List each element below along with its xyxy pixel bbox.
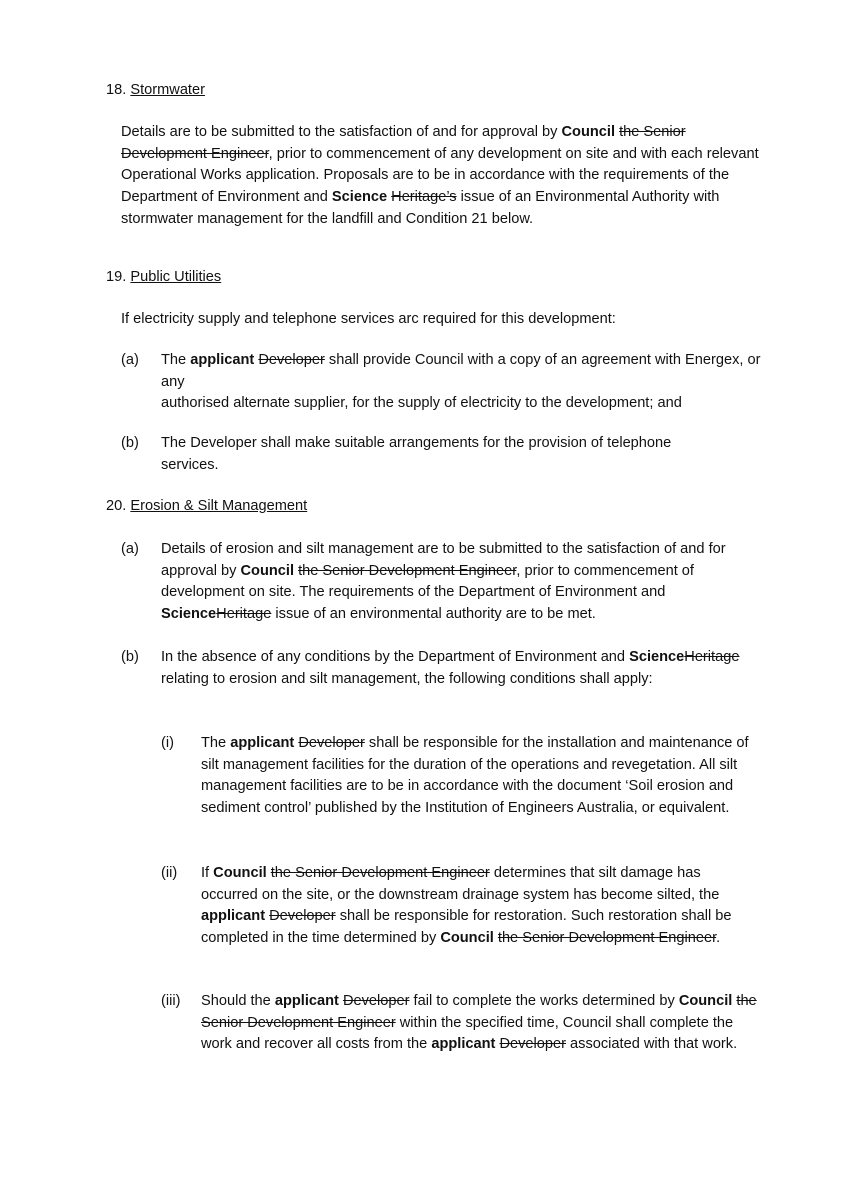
text-run: , prior to commencement of development on site. The requirements of the Department of Environment and xyxy=(161,562,694,601)
item-line xyxy=(161,433,721,476)
bold-text: Science xyxy=(629,649,685,665)
section-title: Public Utilities xyxy=(130,269,222,285)
text-run: issue of an Environmental Authority with stormwater management for the landfill and Condition 21 below. xyxy=(121,189,720,227)
section-20-heading xyxy=(106,496,307,518)
struck-text: the Senior Development Engineer xyxy=(298,562,517,579)
text-run: determines that silt damage has occurred on the site, or the downstream drainage system has become silted, the xyxy=(201,865,720,903)
text-run: shall provide Council with a copy of an agreement with Energex, or any xyxy=(161,352,761,390)
list-item-text xyxy=(161,350,761,415)
text-run: The xyxy=(161,352,191,368)
section-19-intro: If electricity supply and telephone services arc required for this development: xyxy=(121,311,616,327)
text-run: The xyxy=(201,735,231,751)
subitem-label: (ii) xyxy=(161,865,178,881)
bold-text: Council xyxy=(440,930,494,947)
section-19-heading xyxy=(106,267,221,289)
text-run: Details of erosion and silt management are to be submitted to the satisfaction of and for approval by xyxy=(161,541,726,579)
bold-text: applicant xyxy=(431,1036,496,1053)
bold-text: Council xyxy=(561,124,616,140)
text-run: associated with that work. xyxy=(566,1036,738,1053)
text-run: within the specified time, Council shall complete the work and recover all costs from the xyxy=(201,1014,734,1053)
bold-text: applicant xyxy=(274,993,339,1009)
struck-text: Developer xyxy=(342,993,410,1009)
section-title: Erosion & Silt Management xyxy=(130,498,308,514)
item-label: (a) xyxy=(121,352,139,368)
subitem-text xyxy=(201,863,759,950)
text-run: , prior to commencement of any development on site and with each relevant Operational Works application. Proposals are to be in accordance with the requirements of the Department of Environment and xyxy=(121,145,759,206)
struck-text: the Senior Development Engineer xyxy=(201,993,757,1031)
item-label: (b) xyxy=(121,649,139,665)
text-run: fail to complete the works determined by xyxy=(409,993,679,1009)
bold-text: applicant xyxy=(201,908,266,925)
text-run: . xyxy=(716,930,721,947)
text-run: The Developer shall make suitable arrangements for the provision of telephone services. xyxy=(161,435,672,473)
text-run: issue of an environmental authority are to be met. xyxy=(271,606,596,623)
struck-text: the Senior Development Engineer xyxy=(270,865,490,881)
struck-text: Heritage xyxy=(684,649,740,665)
text-run: If xyxy=(201,865,214,881)
text-run: Should the xyxy=(201,993,275,1009)
bold-text: Science xyxy=(161,606,217,623)
subitem-text xyxy=(201,733,766,820)
list-item-text xyxy=(161,647,746,690)
text-run: authorised alternate supplier, for the supply of electricity to the development; and xyxy=(161,395,682,412)
item-line xyxy=(161,350,761,393)
text-run: shall be responsible for the installation and maintenance of silt management facilities for the duration of the operations and revegetation. All silt management facilities are to be in accordance with the document ‘Soil erosion and sediment control’ published by the Institution of Engineers Australia, or equivalent. xyxy=(201,735,749,817)
struck-text: Heritage xyxy=(216,606,272,623)
item-line xyxy=(161,393,761,415)
struck-text: Developer xyxy=(269,908,336,925)
text-run: relating to erosion and silt management, the following conditions shall apply: xyxy=(161,670,653,687)
text-run: shall be responsible for restoration. Such restoration shall be completed in the time determined by xyxy=(201,908,732,947)
section-number: 18. xyxy=(106,82,127,98)
section-18-heading xyxy=(106,80,205,102)
bold-text: Council xyxy=(213,865,267,881)
text-run: In the absence of any conditions by the Department of Environment and xyxy=(161,649,630,665)
struck-text: the Senior Development Engineer xyxy=(121,124,686,162)
subitem-text xyxy=(201,991,766,1056)
section-number: 19. xyxy=(106,269,127,285)
item-label: (b) xyxy=(121,435,139,451)
bold-text: Council xyxy=(678,993,733,1009)
bold-text: applicant xyxy=(230,735,295,751)
bold-text: Science xyxy=(331,189,388,206)
section-18-paragraph xyxy=(121,122,766,231)
struck-text: Developer xyxy=(298,735,365,751)
struck-text: the Senior Development Engineer xyxy=(497,930,717,947)
struck-text: Heritage’s xyxy=(391,189,457,206)
list-item-text xyxy=(161,539,761,626)
list-item-text xyxy=(161,433,721,476)
section-number: 20. xyxy=(106,498,127,514)
bold-text: applicant xyxy=(190,352,255,368)
section-title: Stormwater xyxy=(130,82,205,98)
bold-text: Council xyxy=(240,562,295,579)
item-label: (a) xyxy=(121,541,139,557)
struck-text: Developer xyxy=(499,1036,566,1053)
struck-text: Developer xyxy=(258,352,325,368)
text-run: Details are to be submitted to the satisfaction of and for approval by xyxy=(121,124,562,140)
subitem-label: (i) xyxy=(161,735,174,751)
subitem-label: (iii) xyxy=(161,993,181,1009)
